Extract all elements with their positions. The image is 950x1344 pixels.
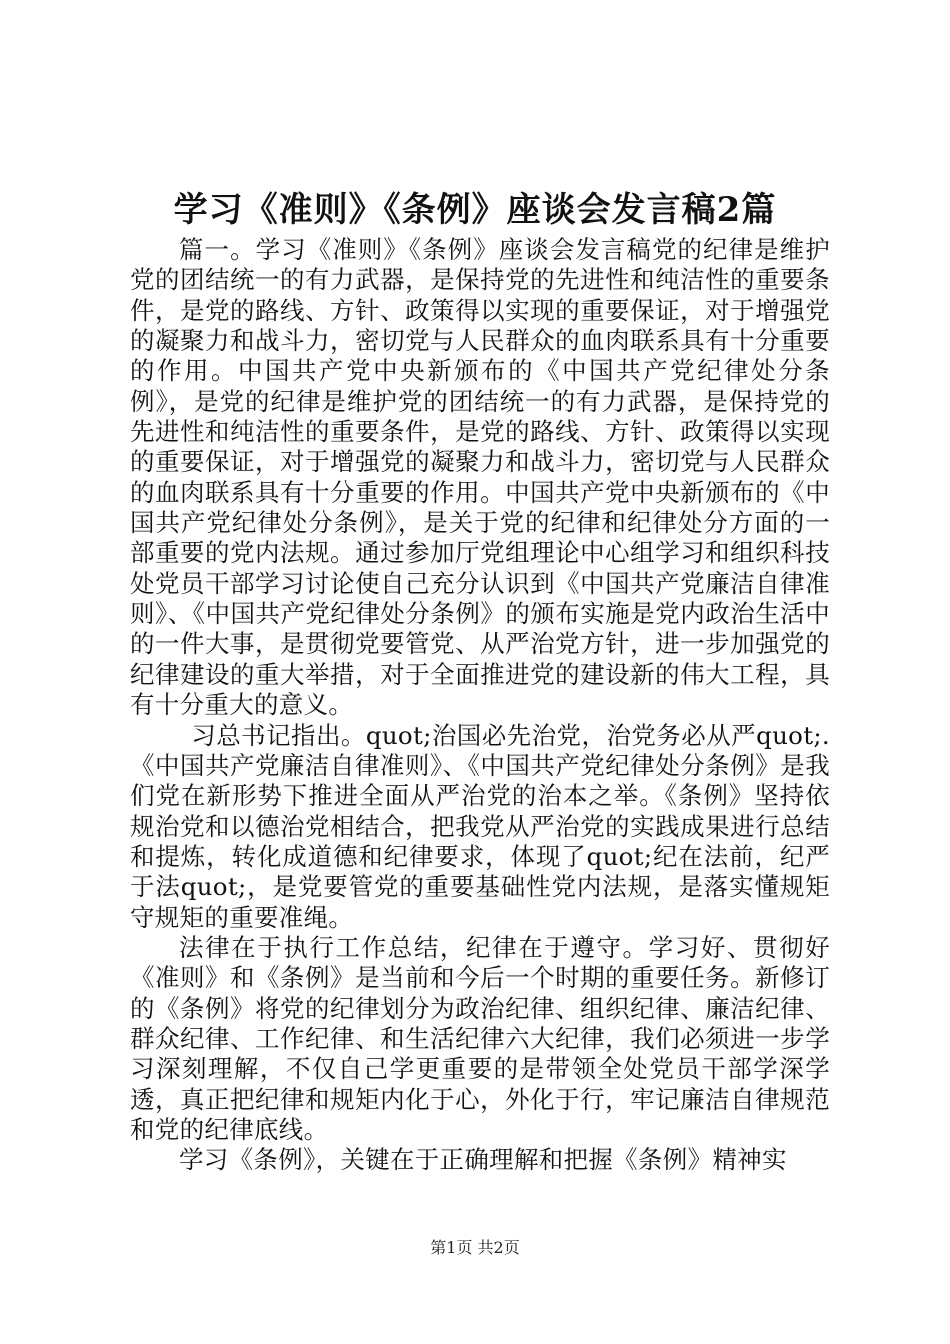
document-title: 学习《准则》《条例》座谈会发言稿2篇 [173,190,777,230]
paragraph-1: 篇一。学习《准则》《条例》座谈会发言稿党的纪律是维护党的团结统一的有力武器，是保持党的先进性和纯洁性的重要条件，是党的路线、方针、政策得以实现的重要保证，对于增强党的凝聚力和战斗力，密切党与人民群众的血肉联系具有十分重要的作用。中国共产党中央新颁布的《中国共产党纪律处分条例》，是党的纪律是维护党的团结统一的有力武器，是保持党的先进性和纯洁性的重要条件，是党的路线、方针、政策得以实现的重要保证，对于增强党的凝聚力和战斗力，密切党与人民群众的血肉联系具有十分重要的作用。中国共产党中央新颁布的《中国共产党纪律处分条例》，是关于党的纪律和纪律处分方面的一部重要的党内法规。通过参加厅党组理论中心组学习和组织科技处党员干部学习讨论使自己充分认识到《中国共产党廉洁自律准则》、《中国共产党纪律处分条例》的颁布实施是党内政治生活中的一件大事，是贯彻党要管党、从严治党方针，进一步加强党的纪律建设的重大举措，对于全面推进党的建设新的伟大工程，具有十分重大的意义。 [130,235,830,720]
paragraph-3: 法律在于执行工作总结，纪律在于遵守。学习好、贯彻好《准则》和《条例》是当前和今后一个时期的重要任务。新修订的《条例》将党的纪律划分为政治纪律、组织纪律、廉洁纪律、群众纪律、工作纪律、和生活纪律六大纪律，我们必须进一步学习深刻理解，不仅自己学更重要的是带领全处党员干部学深学透，真正把纪律和规矩内化于心，外化于行，牢记廉洁自律规范和党的纪律底线。 [130,932,830,1144]
document-body [130,235,830,1176]
page-number-footer: 第1页 共2页 [430,1238,520,1257]
paragraph-4: 学习《条例》，关键在于正确理解和把握《条例》精神实 [179,1145,787,1175]
paragraph-2: 习总书记指出。quot;治国必先治党，治党务必从严quot;.《中国共产党廉洁自律准则》、《中国共产党纪律处分条例》是我们党在新形势下推进全面从严治党的治本之举。《条例》坚持依规治党和以德治党相结合，把我党从严治党的实践成果进行总结和提炼，转化成道德和纪律要求，体现了quot;纪在法前，纪严于法quot;，是党要管党的重要基础性党内法规，是落实懂规矩守规矩的重要准绳。 [130,720,830,932]
